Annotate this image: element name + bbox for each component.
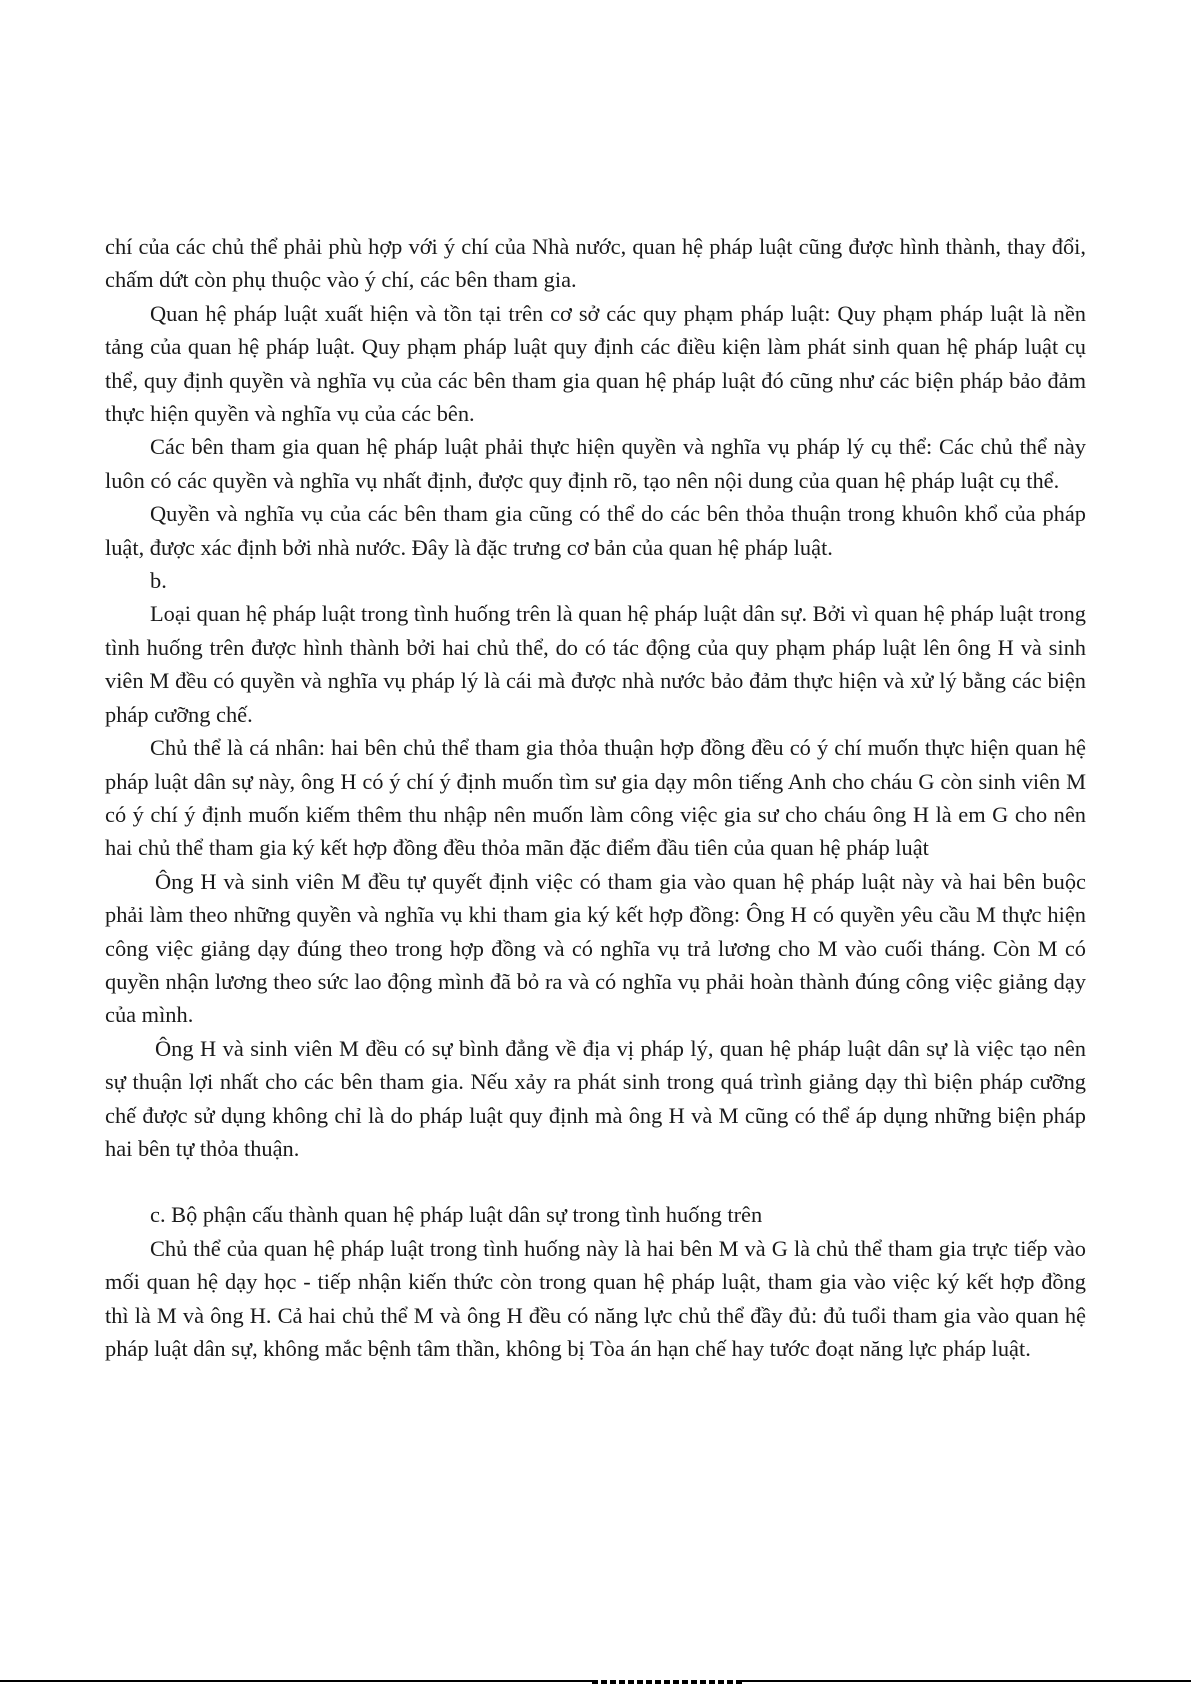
paragraph-legal-norm-basis: Quan hệ pháp luật xuất hiện và tồn tại trên cơ sở các quy phạm pháp luật: Quy phạm pháp luật là nền tảng của quan hệ pháp luật. Quy phạm pháp luật quy định các điều kiện làm phát sinh quan hệ pháp luật cụ thể, quy định quyền và nghĩa vụ của các bên tham gia quan hệ pháp luật đó cũng như các biện pháp bảo đảm thực hiện quyền và nghĩa vụ của các bên. xyxy=(105,300,1086,427)
paragraph-rights-obligations: Các bên tham gia quan hệ pháp luật phải thực hiện quyền và nghĩa vụ pháp lý cụ thể: Các chủ thể này luôn có các quyền và nghĩa vụ nhất định, được quy định rõ, tạo nên nội dung của quan hệ pháp luật cụ thể. xyxy=(105,434,1086,493)
paragraph-continuation: chí của các chủ thể phải phù hợp với ý chí của Nhà nước, quan hệ pháp luật cũng được hình thành, thay đổi, chấm dứt còn phụ thuộc vào ý chí, các bên tham gia. xyxy=(105,234,1086,293)
paragraph-subjects-capacity: Chủ thể của quan hệ pháp luật trong tình huống này là hai bên M và G là chủ thể tham gia trực tiếp vào mối quan hệ dạy học - tiếp nhận kiến thức còn trong quan hệ pháp luật, tham gia vào việc ký kết hợp đồng thì là M và ông H. Cả hai chủ thể M và ông H đều có năng lực chủ thể đầy đủ: đủ tuổi tham gia vào quan hệ pháp luật dân sự, không mắc bệnh tâm thần, không bị Tòa án hạn chế hay tước đoạt năng lực pháp luật. xyxy=(105,1235,1086,1361)
paragraph-civil-relation-type: Loại quan hệ pháp luật trong tình huống trên là quan hệ pháp luật dân sự. Bởi vì quan hệ pháp luật trong tình huống trên được hình thành bởi hai chủ thể, do có tác động của quy phạm pháp luật lên ông H và sinh viên M đều có quyền và nghĩa vụ pháp lý là cái mà được nhà nước bảo đảm thực hiện và xử lý bằng các biện pháp cưỡng chế. xyxy=(105,601,1086,727)
section-b-heading: b. xyxy=(150,568,167,594)
paragraph-legal-equality: Ông H và sinh viên M đều có sự bình đẳng về địa vị pháp lý, quan hệ pháp luật dân sự là việc tạo nên sự thuận lợi nhất cho các bên tham gia. Nếu xảy ra phát sinh trong quá trình giảng dạy thì biện pháp cưỡng chế được sử dụng không chỉ là do pháp luật quy định mà ông H và M cũng có thể áp dụng những biện pháp hai bên tự thỏa thuận. xyxy=(105,1035,1086,1161)
paragraph-agreement: Quyền và nghĩa vụ của các bên tham gia cũng có thể do các bên thỏa thuận trong khuôn khổ của pháp luật, được xác định bởi nhà nước. Đây là đặc trưng cơ bản của quan hệ pháp luật. xyxy=(105,501,1086,560)
page-bottom-dashes xyxy=(592,1680,742,1684)
paragraph-self-determination: Ông H và sinh viên M đều tự quyết định việc có tham gia vào quan hệ pháp luật này và hai bên buộc phải làm theo những quyền và nghĩa vụ khi tham gia ký kết hợp đồng: Ông H có quyền yêu cầu M thực hiện công việc giảng dạy đúng theo trong hợp đồng và có nghĩa vụ trả lương cho M vào cuối tháng. Còn M có quyền nhận lương theo sức lao động mình đã bỏ ra và có nghĩa vụ phải hoàn thành đúng công việc giảng dạy của mình. xyxy=(105,868,1086,1028)
document-body xyxy=(105,230,1086,1365)
paragraph-subject-individual: Chủ thể là cá nhân: hai bên chủ thể tham gia thỏa thuận hợp đồng đều có ý chí muốn thực hiện quan hệ pháp luật dân sự này, ông H có ý chí ý định muốn tìm sư gia dạy môn tiếng Anh cho cháu G còn sinh viên M có ý chí ý định muốn kiếm thêm thu nhập nên muốn làm công việc gia sư cho cháu ông H là em G cho nên hai chủ thể tham gia ký kết hợp đồng đều thỏa mãn đặc điểm đầu tiên của quan hệ pháp luật xyxy=(105,735,1086,861)
section-c-heading: c. Bộ phận cấu thành quan hệ pháp luật dân sự trong tình huống trên xyxy=(150,1202,763,1228)
